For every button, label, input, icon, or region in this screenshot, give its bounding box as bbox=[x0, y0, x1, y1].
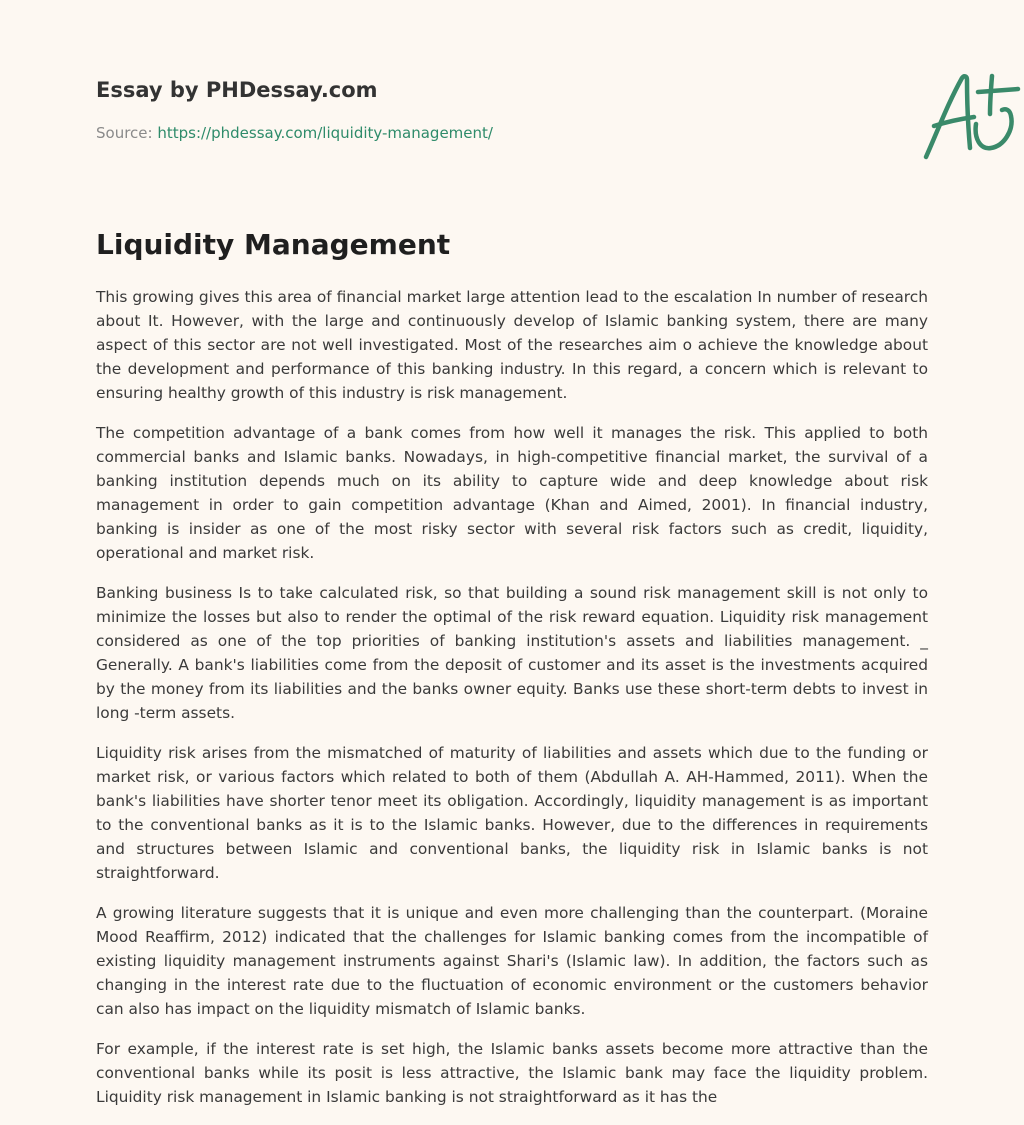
essay-paragraph: Liquidity risk arises from the mismatched of maturity of liabilities and assets which due to the funding or market risk, or various factors which related to both of them (Abdullah A. AH-Hammed, 2011). When the bank's liabilities have shorter tenor meet its obligation. Accordingly, liquidity management is as important to the conventional banks as it is to the Islamic banks. However, due to the differences in requirements and structures between Islamic and conventional banks, the liquidity risk in Islamic banks is not straightforward. bbox=[96, 744, 928, 882]
essay-title: Liquidity Management bbox=[96, 228, 451, 261]
a-plus-logo-strokes bbox=[926, 76, 1018, 157]
a-plus-logo-icon bbox=[918, 68, 1024, 164]
source-label: Source: bbox=[96, 124, 158, 142]
essay-body bbox=[96, 285, 928, 1125]
essay-paragraph: Banking business Is to take calculated risk, so that building a sound risk management skill is not only to minimize the losses but also to render the optimal of the risk reward equation. Liquidity risk management considered as one of the top priorities of banking institution's assets and liabilities management. _ Generally. A bank's liabilities come from the deposit of customer and its asset is the investments acquired by the money from its liabilities and the banks owner equity. Banks use these short-term debts to invest in long -term assets. bbox=[96, 584, 928, 722]
source-link[interactable]: https://phdessay.com/liquidity-management/ bbox=[157, 124, 493, 142]
essay-paragraph: For example, if the interest rate is set high, the Islamic banks assets become more attractive than the conventional banks while its posit is less attractive, the Islamic bank may face the liquidity problem. Liquidity risk management in Islamic banking is not straightforward as it has the bbox=[96, 1040, 928, 1106]
essay-paragraph: This growing gives this area of financial market large attention lead to the escalation In number of research about It. However, with the large and continuously develop of Islamic banking system, there are many aspect of this sector are not well investigated. Most of the researches aim o achieve the knowledge about the development and performance of this banking industry. In this regard, a concern which is relevant to ensuring healthy growth of this industry is risk management. bbox=[96, 288, 928, 402]
essay-paragraph: The competition advantage of a bank comes from how well it manages the risk. This applied to both commercial banks and Islamic banks. Nowadays, in high-competitive financial market, the survival of a banking institution depends much on its ability to capture wide and deep knowledge about risk management in order to gain competition advantage (Khan and Aimed, 2001). In financial industry, banking is insider as one of the most risky sector with several risk factors such as credit, liquidity, operational and market risk. bbox=[96, 424, 928, 562]
source-line bbox=[96, 123, 493, 143]
essay-paragraph: A growing literature suggests that it is unique and even more challenging than the counterpart. (Moraine Mood Reaffirm, 2012) indicated that the challenges for Islamic banking comes from the incompatible of existing liquidity management instruments against Shari's (Islamic law). In addition, the factors such as changing in the interest rate due to the fluctuation of economic environment or the customers behavior can also has impact on the liquidity mismatch of Islamic banks. bbox=[96, 904, 928, 1018]
site-title: Essay by PHDessay.com bbox=[96, 78, 378, 102]
